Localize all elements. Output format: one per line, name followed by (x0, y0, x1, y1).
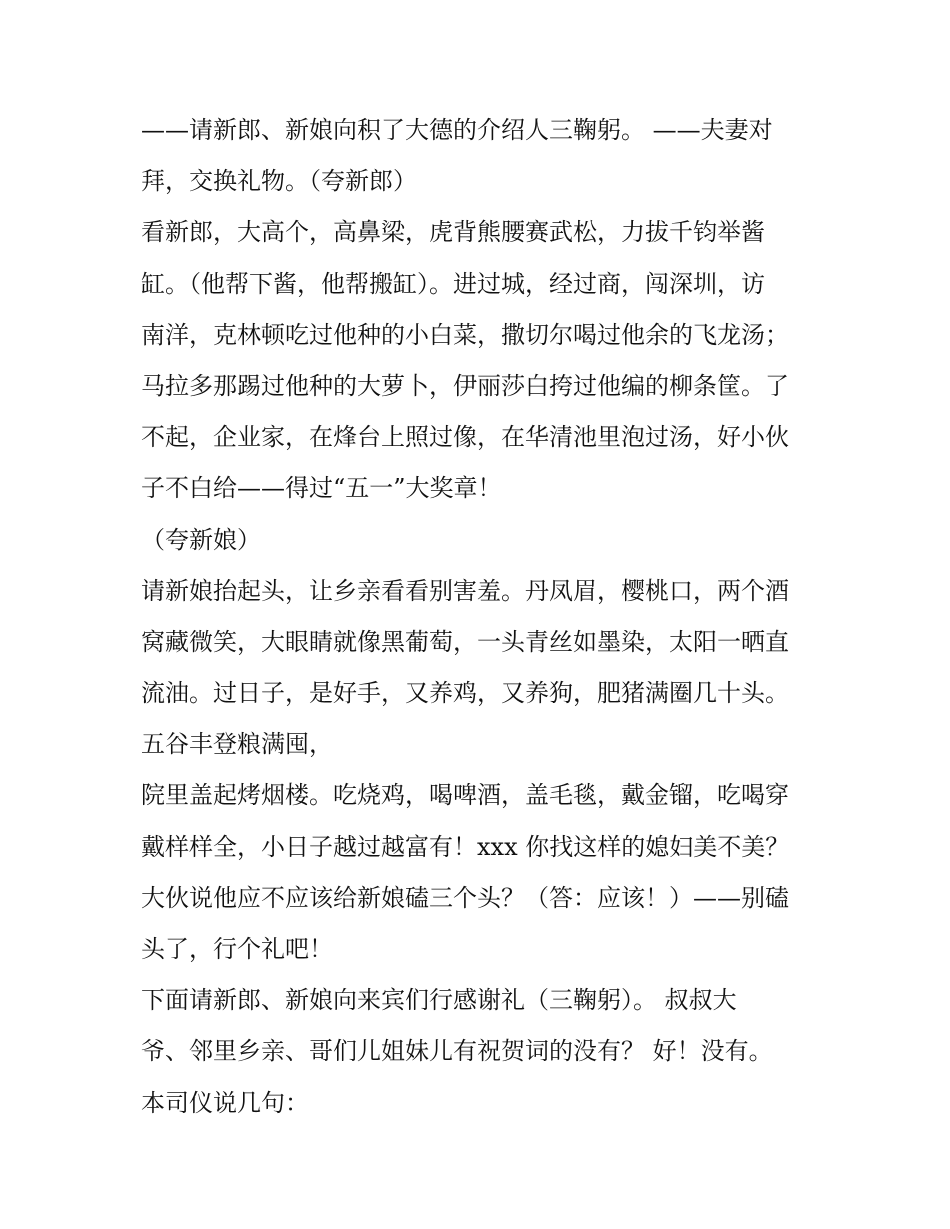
text-line: 窝藏微笑，大眼睛就像黑葡萄，一头青丝如墨染，太阳一晒直 (141, 627, 789, 656)
text-line: 请新娘抬起头，让乡亲看看别害羞。丹凤眉，樱桃口，两个酒 (141, 576, 789, 605)
text-line: 不起，企业家，在烽台上照过像，在华清池里泡过汤，好小伙 (141, 423, 789, 452)
text-line: 看新郎，大高个，高鼻梁，虎背熊腰赛武松，力拔千钧举酱 (141, 218, 765, 247)
text-line: 五谷丰登粮满囤， (141, 730, 333, 759)
text-line: ——请新郎、新娘向积了大德的介绍人三鞠躬。 ——夫妻对 (141, 116, 773, 144)
text-line: 拜，交换礼物。（夸新郎） (141, 167, 417, 196)
text-line: 流油。过日子，是好手，又养鸡，又养狗，肥猪满圈几十头。 (141, 679, 789, 708)
text-line: 爷、邻里乡亲、哥们儿姐妹儿有祝贺词的没有？ 好！没有。 (141, 1037, 773, 1066)
text-line: 下面请新郎、新娘向来宾们行感谢礼（三鞠躬）。 叔叔大 (141, 986, 737, 1015)
text-line: 南洋，克林顿吃过他种的小白菜，撒切尔喝过他余的飞龙汤； (141, 320, 789, 349)
text-line: （夸新娘） (141, 525, 261, 554)
text-line: 子不白给——得过“五一”大奖章！ (141, 474, 502, 503)
text-line: 大伙说他应不应该给新娘磕三个头？（答：应该！）——别磕 (141, 883, 789, 912)
document-body (141, 105, 821, 1129)
text-line: 本司仪说几句： (141, 1088, 309, 1117)
text-line: 头了，行个礼吧！ (141, 935, 333, 963)
text-line: 马拉多那踢过他种的大萝卜，伊丽莎白挎过他编的柳条筐。了 (141, 371, 789, 400)
text-line: 缸。（他帮下酱，他帮搬缸）。进过城，经过商，闯深圳，访 (141, 269, 765, 298)
text-line: 院里盖起烤烟楼。吃烧鸡，喝啤酒，盖毛毯，戴金镏，吃喝穿 (141, 781, 789, 810)
text-line: 戴样样全，小日子越过越富有！xxx 你找这样的媳妇美不美？ (141, 832, 790, 861)
